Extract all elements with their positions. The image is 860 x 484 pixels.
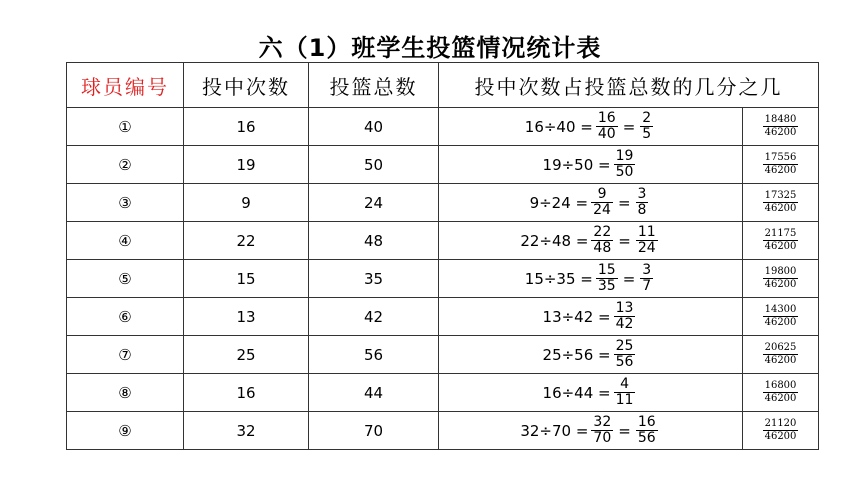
common-denominator-fraction — [763, 190, 799, 215]
fraction-calc-cell — [439, 184, 743, 222]
common-denominator-fraction — [763, 304, 799, 329]
numerator: 4 — [620, 376, 629, 392]
table-row — [67, 260, 819, 298]
fraction — [591, 415, 613, 446]
division-text: 15÷35 = — [524, 269, 593, 288]
fraction — [614, 339, 636, 370]
numerator: 2 — [642, 110, 652, 126]
denominator: 35 — [597, 278, 616, 294]
common-denominator-fraction — [763, 380, 799, 405]
total-shots-cell: 35 — [309, 260, 439, 298]
division-text: 9÷24 = — [529, 193, 589, 212]
fraction-calc-cell — [439, 298, 743, 336]
fraction — [614, 377, 636, 408]
numerator: 3 — [637, 186, 647, 202]
player-id-cell: ① — [67, 108, 184, 146]
made-shots-cell: 9 — [184, 184, 309, 222]
player-id-cell: ⑦ — [67, 336, 184, 374]
denominator: 70 — [593, 430, 612, 446]
table-row — [67, 336, 819, 374]
numerator: 3 — [642, 262, 652, 278]
simplified-fraction — [640, 263, 653, 294]
header-row — [67, 63, 819, 108]
total-shots-cell: 40 — [309, 108, 439, 146]
numerator: 16800 — [764, 380, 797, 391]
division-expression — [543, 339, 639, 370]
fraction — [591, 225, 613, 256]
shooting-stats-table — [66, 62, 819, 450]
fraction-calc-cell — [439, 222, 743, 260]
made-shots-cell: 13 — [184, 298, 309, 336]
denominator: 50 — [615, 164, 634, 180]
division-text: 16÷44 = — [542, 383, 611, 402]
division-expression — [530, 187, 652, 218]
division-expression — [543, 149, 639, 180]
division-text: 13÷42 = — [542, 307, 611, 326]
common-denominator-cell — [743, 222, 819, 260]
total-shots-cell: 70 — [309, 412, 439, 450]
equals-sign: = — [622, 117, 636, 136]
common-denominator-cell — [743, 108, 819, 146]
denominator: 46200 — [764, 241, 797, 252]
numerator: 22 — [593, 224, 612, 240]
made-shots-cell: 19 — [184, 146, 309, 184]
fraction — [614, 149, 636, 180]
header-fraction: 投中次数占投篮总数的几分之几 — [439, 63, 819, 108]
table-row — [67, 298, 819, 336]
total-shots-cell: 24 — [309, 184, 439, 222]
numerator: 21120 — [764, 418, 797, 429]
header-player-id: 球员编号 — [67, 63, 184, 108]
numerator: 25 — [615, 338, 634, 354]
simplified-fraction — [636, 225, 658, 256]
common-denominator-cell — [743, 412, 819, 450]
division-text: 25÷56 = — [542, 345, 611, 364]
numerator: 19800 — [764, 266, 797, 277]
common-denominator-fraction — [763, 114, 799, 139]
table-row — [67, 374, 819, 412]
made-shots-cell: 15 — [184, 260, 309, 298]
player-id-cell: ⑤ — [67, 260, 184, 298]
division-expression — [520, 415, 660, 446]
made-shots-cell: 16 — [184, 108, 309, 146]
denominator: 46200 — [764, 393, 797, 404]
denominator: 46200 — [764, 317, 797, 328]
made-shots-cell: 22 — [184, 222, 309, 260]
fraction — [614, 301, 636, 332]
denominator: 11 — [615, 392, 634, 408]
denominator: 40 — [597, 126, 616, 142]
fraction — [596, 111, 618, 142]
denominator: 48 — [593, 240, 612, 256]
table-row — [67, 222, 819, 260]
numerator: 11 — [637, 224, 656, 240]
division-expression — [543, 377, 639, 408]
fraction-calc-cell — [439, 108, 743, 146]
fraction — [596, 263, 618, 294]
numerator: 17325 — [764, 190, 797, 201]
common-denominator-cell — [743, 260, 819, 298]
denominator: 56 — [615, 354, 634, 370]
common-denominator-fraction — [763, 152, 799, 177]
division-text: 16÷40 = — [524, 117, 593, 136]
player-id-cell: ③ — [67, 184, 184, 222]
common-denominator-cell — [743, 374, 819, 412]
denominator: 24 — [593, 202, 611, 218]
total-shots-cell: 48 — [309, 222, 439, 260]
denominator: 24 — [637, 240, 656, 256]
division-text: 19÷50 = — [542, 155, 611, 174]
table-row — [67, 412, 819, 450]
common-denominator-fraction — [763, 228, 799, 253]
made-shots-cell: 16 — [184, 374, 309, 412]
total-shots-cell: 50 — [309, 146, 439, 184]
denominator: 46200 — [764, 355, 797, 366]
division-text: 32÷70 = — [520, 421, 589, 440]
division-expression — [520, 225, 660, 256]
fraction-calc-cell — [439, 412, 743, 450]
denominator: 5 — [642, 126, 652, 142]
common-denominator-fraction — [763, 418, 799, 443]
denominator: 46200 — [764, 127, 797, 138]
numerator: 18480 — [764, 114, 797, 125]
player-id-cell: ⑨ — [67, 412, 184, 450]
fraction-calc-cell — [439, 146, 743, 184]
division-expression — [543, 301, 639, 332]
header-total-shots: 投篮总数 — [309, 63, 439, 108]
equals-sign: = — [618, 231, 631, 250]
player-id-cell: ② — [67, 146, 184, 184]
fraction-calc-cell — [439, 260, 743, 298]
division-text: 22÷48 = — [520, 231, 589, 250]
numerator: 32 — [593, 414, 612, 430]
numerator: 15 — [597, 262, 616, 278]
denominator: 56 — [637, 430, 656, 446]
division-expression — [525, 263, 656, 294]
header-made-shots: 投中次数 — [184, 63, 309, 108]
numerator: 17556 — [764, 152, 797, 163]
total-shots-cell: 56 — [309, 336, 439, 374]
numerator: 16 — [597, 110, 616, 126]
simplified-fraction — [636, 415, 658, 446]
denominator: 42 — [615, 316, 634, 332]
equals-sign: = — [622, 269, 636, 288]
numerator: 9 — [597, 186, 607, 202]
fraction-calc-cell — [439, 374, 743, 412]
common-denominator-fraction — [763, 266, 799, 291]
numerator: 19 — [615, 148, 634, 164]
total-shots-cell: 44 — [309, 374, 439, 412]
denominator: 8 — [637, 202, 647, 218]
common-denominator-cell — [743, 298, 819, 336]
equals-sign: = — [617, 193, 631, 212]
player-id-cell: ⑥ — [67, 298, 184, 336]
made-shots-cell: 25 — [184, 336, 309, 374]
denominator: 46200 — [764, 165, 797, 176]
numerator: 13 — [615, 300, 634, 316]
table-row — [67, 184, 819, 222]
denominator: 46200 — [764, 431, 797, 442]
common-denominator-cell — [743, 184, 819, 222]
denominator: 46200 — [764, 203, 797, 214]
common-denominator-cell — [743, 146, 819, 184]
player-id-cell: ④ — [67, 222, 184, 260]
numerator: 20625 — [764, 342, 797, 353]
denominator: 7 — [642, 278, 652, 294]
equals-sign: = — [618, 421, 631, 440]
numerator: 14300 — [764, 304, 797, 315]
division-expression — [525, 111, 656, 142]
fraction-calc-cell — [439, 336, 743, 374]
table-title: 六（1）班学生投篮情况统计表 — [258, 34, 602, 62]
numerator: 16 — [637, 414, 656, 430]
simplified-fraction — [640, 111, 653, 142]
common-denominator-fraction — [763, 342, 799, 367]
total-shots-cell: 42 — [309, 298, 439, 336]
table-row — [67, 146, 819, 184]
common-denominator-cell — [743, 336, 819, 374]
simplified-fraction — [636, 187, 649, 218]
fraction — [591, 187, 613, 218]
numerator: 21175 — [764, 228, 797, 239]
made-shots-cell: 32 — [184, 412, 309, 450]
player-id-cell: ⑧ — [67, 374, 184, 412]
table-row — [67, 108, 819, 146]
denominator: 46200 — [764, 279, 797, 290]
